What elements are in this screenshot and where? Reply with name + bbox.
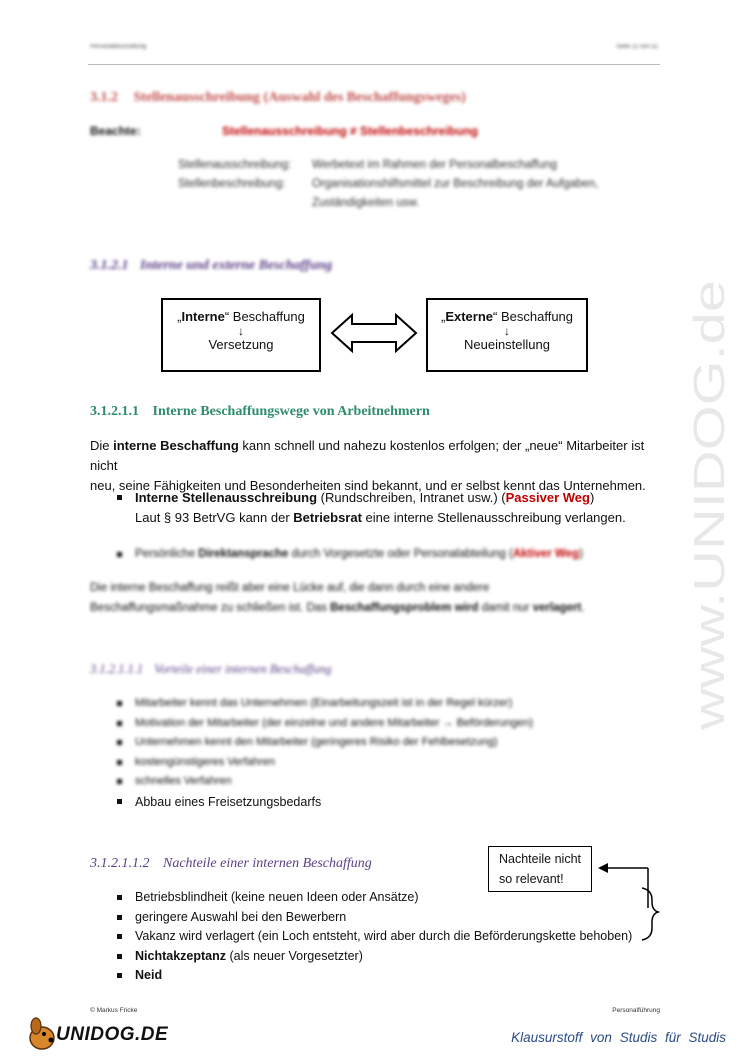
section-heading-3121 (90, 258, 332, 274)
text: Die interne Beschaffung reißt aber eine Lücke auf, die dann durch eine andere (90, 582, 490, 594)
text: . (581, 602, 585, 614)
text: eine interne Stellenausschreibung verlangen. (361, 510, 626, 525)
bullet-list-interne (110, 488, 670, 528)
text-bold: Interne Stellenausschreibung (135, 490, 318, 505)
box-subtitle: Versetzung (208, 337, 274, 352)
def-text: Werbetext im Rahmen der Personalbeschaffung (312, 159, 558, 171)
text: Laut § 93 BetrVG kann der (135, 510, 294, 525)
list-item (110, 947, 670, 967)
down-arrow-icon: ↓ (238, 324, 244, 338)
text: damit nur (478, 602, 533, 614)
list-item: Unternehmen kennt den Mitarbeiter (geringeres Risiko der Fehlbesetzung) (110, 733, 670, 753)
interne-beschaffung-box (161, 298, 321, 372)
def-term: Stellenbeschreibung: (178, 178, 286, 190)
text: ) (589, 490, 595, 505)
text: ) (579, 548, 583, 560)
list-item: geringere Auswahl bei den Bewerbern (110, 908, 670, 928)
section-heading-vorteile (90, 662, 332, 677)
def-text: Organisationshilfsmittel zur Beschreibung der Aufgaben, (312, 178, 599, 190)
bullet-list-direktansprache (110, 545, 670, 565)
text-bold: Betriebsrat (293, 510, 362, 525)
section-number: 3.1.2 (90, 90, 118, 105)
unidog-logo: UNIDOG.DE (56, 1024, 169, 1045)
externe-beschaffung-box (426, 298, 588, 372)
section-title: Nachteile einer internen Beschaffung (163, 856, 372, 871)
header-rule (88, 64, 660, 65)
section-number: 3.1.2.1.1 (90, 404, 139, 419)
text-bold: interne Beschaffung (113, 438, 239, 453)
text-bold: Neid (135, 968, 163, 983)
nachteile-list (110, 888, 670, 986)
footer-right: Personalführung (612, 1007, 660, 1014)
quote-mark: „ (177, 309, 182, 324)
text: Die (90, 438, 114, 453)
header-left: Personalbeschaffung (90, 44, 147, 50)
section-title: Interne und externe Beschaffung (140, 258, 333, 273)
list-item (110, 488, 670, 528)
list-item: schnelles Verfahren (110, 772, 670, 792)
list-item: Vakanz wird verlagert (ein Loch entsteht, wird aber durch die Beförderungskette behoben) (110, 927, 670, 947)
text: durch Vorgesetzte oder Personalabteilung ( (288, 548, 513, 560)
gap-paragraph (90, 578, 670, 618)
text-bold: Direktansprache (198, 548, 289, 560)
box-subtitle: Neueinstellung (463, 337, 550, 352)
definition-list (178, 156, 598, 213)
section-title: Interne Beschaffungswege von Arbeitnehmern (152, 404, 430, 419)
section-number: 3.1.2.1.1.1 (90, 662, 144, 676)
watermark-text: www.UNIDOG.de (685, 387, 734, 730)
text: Beschaffungsmaßnahme zu schließen ist. Das (90, 602, 331, 614)
box-title-bold: Externe (445, 309, 494, 324)
watermark (682, 270, 742, 740)
tagline: Klausurstoff von Studis für Studis (511, 1030, 726, 1045)
footer-left: © Markus Fricke (90, 1007, 138, 1014)
def-term: Stellenausschreibung: (178, 159, 292, 171)
beachte-block (90, 124, 141, 138)
quote-mark: „ (440, 309, 446, 324)
text: neu, seine Fähigkeiten und Besonderheiten sind bekannt, und er selbst kennt das Unternehmen. (90, 478, 646, 493)
text: kann schnell und nahezu kostenlos erfolgen; der „neue“ Mitarbeiter ist nicht (90, 438, 645, 473)
vorteile-list (110, 694, 670, 812)
section-heading-nachteile (90, 856, 372, 872)
text-bold: Beschaffungsproblem wird (330, 602, 479, 614)
list-item: kostengünstigeres Verfahren (110, 753, 670, 773)
list-item: Mitarbeiter kennt das Unternehmen (Einarbeitungszeit ist in der Regel kürzer) (110, 694, 670, 714)
list-item: Motivation der Mitarbeiter (der einzelne und andere Mitarbeiter → Beförderungen) (110, 714, 670, 734)
section-title: Vorteile einer internen Beschaffung (154, 662, 332, 676)
down-arrow-icon: ↓ (504, 324, 510, 338)
list-item (110, 545, 670, 565)
section-title: Stellenausschreibung (Auswahl des Beschaffungsweges) (133, 90, 466, 105)
text: (als neuer Vorgesetzter) (226, 948, 363, 963)
intro-paragraph (90, 436, 670, 496)
list-item (110, 966, 670, 986)
double-arrow-icon (330, 312, 418, 354)
list-item: Betriebsblindheit (keine neuen Ideen oder Ansätze) (110, 888, 670, 908)
beachte-formula: Stellenausschreibung ≠ Stellenbeschreibung (222, 124, 478, 138)
section-number: 3.1.2.1.1.2 (90, 856, 150, 871)
section-heading-31211 (90, 404, 430, 420)
text-bold: Nichtakzeptanz (135, 948, 226, 963)
text-bold: verlagert (532, 602, 582, 614)
note-text: so relevant! (499, 872, 564, 886)
text: (Rundschreiben, Intranet usw.) ( (317, 490, 506, 505)
beachte-label: Beachte: (90, 124, 141, 138)
list-item: Abbau eines Freisetzungsbedarfs (110, 792, 670, 812)
section-number: 3.1.2.1 (90, 258, 129, 273)
note-box (488, 846, 592, 892)
passiver-weg-label: Passiver Weg (505, 490, 590, 505)
header-right: Seite 22 von 52 (616, 44, 658, 50)
text: Persönliche (135, 548, 199, 560)
def-text: Zuständigkeiten usw. (312, 197, 420, 209)
box-title: “ Beschaffung (224, 309, 305, 324)
section-heading-312 (90, 90, 466, 106)
aktiver-weg-label: Aktiver Weg (512, 548, 580, 560)
box-title-bold: Interne (181, 309, 225, 324)
box-title: “ Beschaffung (493, 309, 574, 324)
note-text: Nachteile nicht (499, 852, 581, 866)
